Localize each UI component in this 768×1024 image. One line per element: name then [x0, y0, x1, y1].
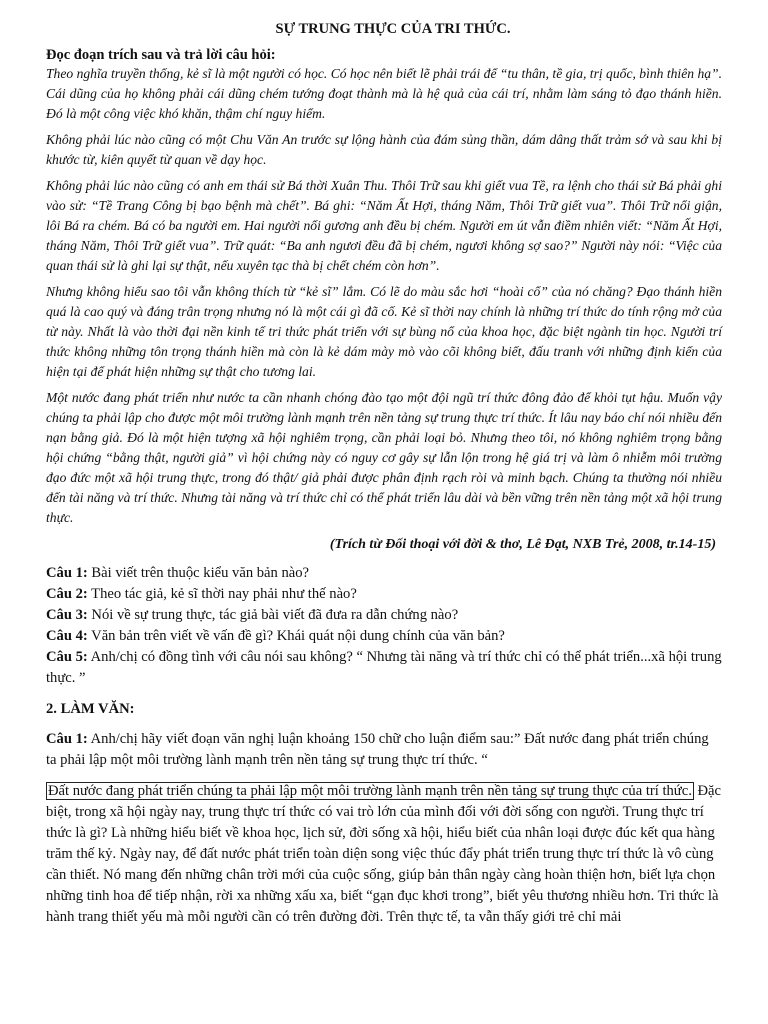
question-item [46, 563, 722, 584]
passage [46, 64, 722, 528]
passage-paragraph: Theo nghĩa truyền thống, kẻ sĩ là một người có học. Có học nên biết lẽ phải trái để “tu thân, tề gia, trị quốc, bình thiên hạ”. Cái dũng của họ không phải cái dũng chém tướng đoạt thành mà là hệ quả của cái trí, nhằm làm sáng tỏ đạo thánh hiền. Đó là một công việc khó khăn, thậm chí nguy hiểm. [46, 66, 722, 121]
questions-list [46, 563, 722, 689]
passage-paragraph: Một nước đang phát triển như nước ta cần nhanh chóng đào tạo một đội ngũ trí thức đông đảo để khỏi tụt hậu. Muốn vậy chúng ta phải lập cho được một môi trường lành mạnh trên nền tảng sự trung thực trí thức. Ít lâu nay báo chí nói nhiều đến nạn bằng giả. Đó là một hiện tượng xã hội nghiêm trọng, cần phải loại bỏ. Nhưng theo tôi, nó không nghiêm trọng bằng hội chứng “bằng thật, người giả” vì hội chứng này có nguy cơ gây sự lẫn lộn trong hệ giá trị và làm ô nhiễm môi trường đạo đức một xã hội trung thực, trong đó thật/ giả phải được phân định rạch ròi và minh bạch. Chúng ta thường nói nhiều đến tài năng và trí thức. Nhưng tài năng và trí thức chỉ có thể phát triển lâu dài và bền vững trên nền tảng một xã hội trung thực. [46, 390, 722, 525]
question-text: Theo tác giả, kẻ sĩ thời nay phải như thế nào? [87, 586, 357, 602]
document-page [46, 20, 722, 928]
question-text: Anh/chị có đồng tình với câu nói sau không? “ Nhưng tài năng và trí thức chỉ có thể phát triển...xã hội trung thực. ” [46, 649, 722, 686]
document-title: SỰ TRUNG THỰC CỦA TRI THỨC. [275, 21, 511, 37]
question-label: Câu 3: [46, 607, 88, 623]
writing-task [46, 729, 722, 771]
question-text: Văn bản trên viết về vấn đề gì? Khái quát nội dung chính của văn bản? [87, 628, 505, 644]
passage-paragraph: Nhưng không hiểu sao tôi vẫn không thích từ “kẻ sĩ” lắm. Có lẽ do màu sắc hơi “hoài cổ” của nó chăng? Đạo thánh hiền quá là cao quý và đáng trân trọng nhưng nó là một cái gì đã cố. Kẻ sĩ thời nay chính là những trí thức do tính rộng mở của từ này. Nhất là vào thời đại nền kinh tế tri thức phát triển với sự bùng nổ của khoa học, đặc biệt ngành tin học. Người trí thức không những tôn trọng thánh hiền mà còn là kẻ dám mày mò vào cõi không biết, đấu tranh với những định kiến của hiện tại để phát hiện những sự thật cho tương lai. [46, 284, 722, 379]
question-label: Câu 4: [46, 628, 88, 644]
question-item [46, 626, 722, 647]
task-label: Câu 1: [46, 731, 88, 747]
reading-prompt: Đọc đoạn trích sau và trả lời câu hỏi: [46, 47, 276, 63]
question-label: Câu 2: [46, 586, 88, 602]
question-label: Câu 1: [46, 565, 88, 581]
passage-paragraph: Không phải lúc nào cũng có một Chu Văn An trước sự lộng hành của đám sủng thần, dám dâng thất trảm sớ và sau khi bị khước từ, kiên quyết từ quan về dạy học. [46, 132, 722, 167]
question-item [46, 584, 722, 605]
question-item [46, 605, 722, 626]
essay-paragraph [46, 781, 722, 928]
task-text: Anh/chị hãy viết đoạn văn nghị luận khoảng 150 chữ cho luận điểm sau:” Đất nước đang phát triển chúng ta phải lập một môi trường lành mạnh trên nền tảng sự trung thực trí thức. “ [46, 731, 709, 768]
section-heading: 2. LÀM VĂN: [46, 701, 135, 717]
passage-paragraph: Không phải lúc nào cũng có anh em thái sử Bá thời Xuân Thu. Thôi Trữ sau khi giết vua Tề, ra lệnh cho thái sử Bá phải ghi vào sử: “Tề Trang Công bị bạo bệnh mà chết”. Bá ghi: “Năm Ất Hợi, tháng Năm, Thôi Trữ giết vua”. Thôi Trữ nổi giận, lôi Bá ra chém. Bá có ba người em. Hai người nối gương anh đều bị chém. Người em út vẫn điềm nhiên viết: “Năm Ất Hợi, tháng Năm, Thôi Trữ giết vua”. Trữ quát: “Ba anh ngươi đều đã bị chém, ngươi không sợ sao?” Người này nói: “Việc của quan thái sử là ghi lại sự thật, nếu xuyên tạc thà bị chết chém còn hơn”. [46, 178, 722, 273]
source-citation: (Trích từ Đối thoại với đời & thơ, Lê Đạt, NXB Trẻ, 2008, tr.14-15) [329, 537, 716, 552]
question-text: Nói về sự trung thực, tác giả bài viết đã đưa ra dẫn chứng nào? [87, 607, 459, 623]
question-label: Câu 5: [46, 649, 88, 665]
essay-highlighted-sentence: Đất nước đang phát triển chúng ta phải lập một môi trường lành mạnh trên nền tảng sự trung thực của trí thức. [48, 783, 692, 799]
essay-body-text: Đặc biệt, trong xã hội ngày nay, trung thực trí thức có vai trò lớn của mình đối với đời sống con người. Trung thực trí thức là gì? Là những hiểu biết về khoa học, lịch sử, đời sống xã hội, hiểu biết của nhân loại được đúc kết qua hàng trăm thế kỷ. Ngày nay, để đất nước phát triển toàn diện song việc thúc đẩy phát triển trung thực trí thức là vô cùng cần thiết. Nó mang đến những chân trời mới của cuộc sống, giúp bản thân ngày càng hoàn thiện hơn, biết lựa chọn những tinh hoa để tiếp nhận, rời xa những xấu xa, biết “gạn đục khơi trong”, biết yêu thương nhiều hơn. Tri thức là hành trang thiết yếu mà mỗi người cần có trên đường đời. Trên thực tế, ta vẫn thấy giới trẻ chỉ mải [46, 783, 721, 925]
question-item [46, 647, 722, 689]
question-text: Bài viết trên thuộc kiểu văn bản nào? [87, 565, 310, 581]
